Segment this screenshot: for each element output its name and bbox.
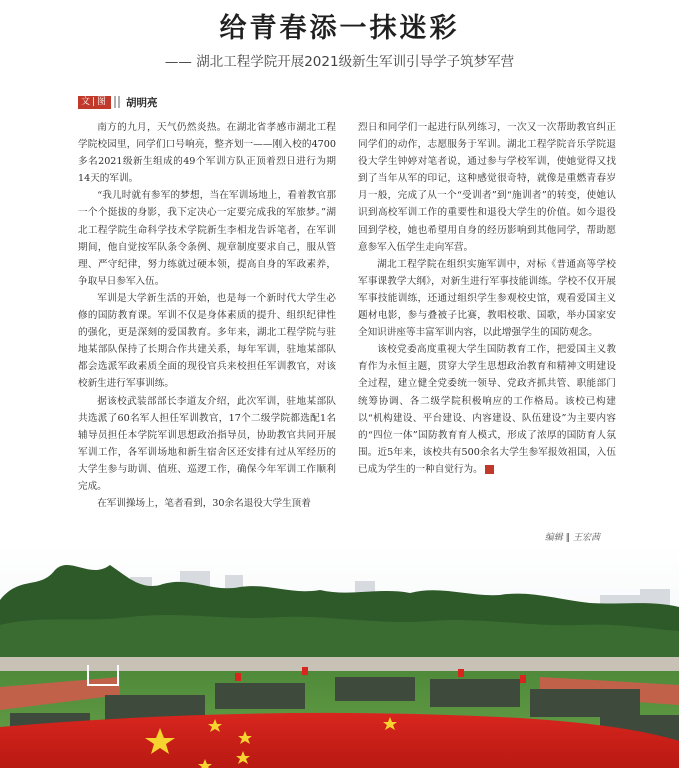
article-paragraph: 烈日和同学们一起进行队列练习，一次又一次帮助教官纠正同学们的动作，志愿服务于军训。湖北工程学院音乐学院退役大学生钟婷对笔者说，通过参与学校军训，使她觉得又找到了当年从军的印记，这种感觉很奇特，就像是重燃青春岁月一般，完成了从一个“受训者”到“施训者”的转变，使她认识到高校军训工作的重要性和退役大学生的价值。如今退役回到学校，她也希望用自身的经历影响到其他同学，帮助愿意参军入伍学生走向军营。 [358, 122, 616, 253]
article-subtitle: —— 湖北工程学院开展2021级新生军训引导学子筑梦军营 [164, 54, 515, 70]
article-column-left [78, 119, 336, 512]
byline [78, 95, 158, 109]
editor-credit: 编辑 ‖ 王宏茜 [544, 533, 600, 543]
article-paragraph-text: 该校党委高度重视大学生国防教育工作，把爱国主义教育作为永恒主题，贯穿大学生思想政治教育和精神文明建设全过程，建立健全党委统一领导、党政齐抓共管、职能部门统筹协调、各二级学院积极响应的工作格局。该校已构建以“机构建设、平台建设、内容建设、队伍建设”为主要内容的“四位一体”国防教育育人模式，形成了浓厚的国防育人氛围。近5年来，该校共有500余名大学生参军报效祖国，入伍已成为学生的一种自觉行为。 [358, 344, 616, 475]
training-field-photo [0, 545, 679, 768]
article-paragraph: “我儿时就有参军的梦想，当在军训场地上，看着教官那一个个挺拔的身影，我下定决心一定要完成我的军旅梦。”湖北工程学院生命科学技术学院新生李相龙告诉笔者，在军训期间，他自觉按军队条令条例、规章制度要求自己，服从管理、严守纪律，努力练就过硬本领，提高自身的军政素养，争取早日参军入伍。 [78, 190, 336, 287]
article-paragraph: 据该校武装部部长李道友介绍，此次军训，驻地某部队共选派了60名军人担任军训教官，17个二级学院都选配1名辅导员担任本学院军训思想政治指导员，协助教官共同开展军训工作，各军训场地和新生宿舍区还安排有过从军经历的大学生参与助训、值班、巡逻工作，确保今年军训工作顺利完成。 [78, 395, 336, 492]
byline-divider [114, 96, 116, 108]
byline-author: 胡明亮 [126, 96, 158, 109]
article-column-right [358, 119, 616, 478]
end-mark-icon: G [485, 465, 494, 474]
article-paragraph: 南方的九月，天气仍然炎热。在湖北省孝感市湖北工程学院校园里，同学们口号响亮，整齐划一——刚入校的4700多名2021级新生组成的49个军训方队正顶着烈日进行为期14天的军训。 [78, 122, 336, 185]
article-paragraph: 在军训操场上，笔者看到，30余名退役大学生顶着 [97, 498, 311, 510]
article-paragraph: 湖北工程学院在组织实施军训中，对标《普通高等学校军事课教学大纲》，对新生进行军事技能训练。学校不仅开展军事技能训练，还通过组织学生参观校史馆，观看爱国主义题材电影，参与叠被子比赛，教唱校歌、国歌，举办国家安全知识讲座等丰富军训内容，以此增强学生的国防观念。 [358, 258, 616, 339]
article-paragraph: 军训是大学新生活的开始，也是每一个新时代大学生必修的国防教育课。军训不仅是身体素质的提升、组织纪律性的强化，更是深刻的爱国教育。多年来，湖北工程学院与驻地某部队保持了长期合作共建关系，每年军训，驻地某部队都会选派军政素质全面的现役官兵来校担任军训教官，对该校新生进行军事训练。 [78, 292, 336, 390]
byline-tag: 文|图 [78, 96, 111, 109]
article-paragraph [358, 341, 616, 478]
article-title: 给青春添一抹迷彩 [219, 13, 460, 44]
byline-divider [118, 96, 120, 108]
